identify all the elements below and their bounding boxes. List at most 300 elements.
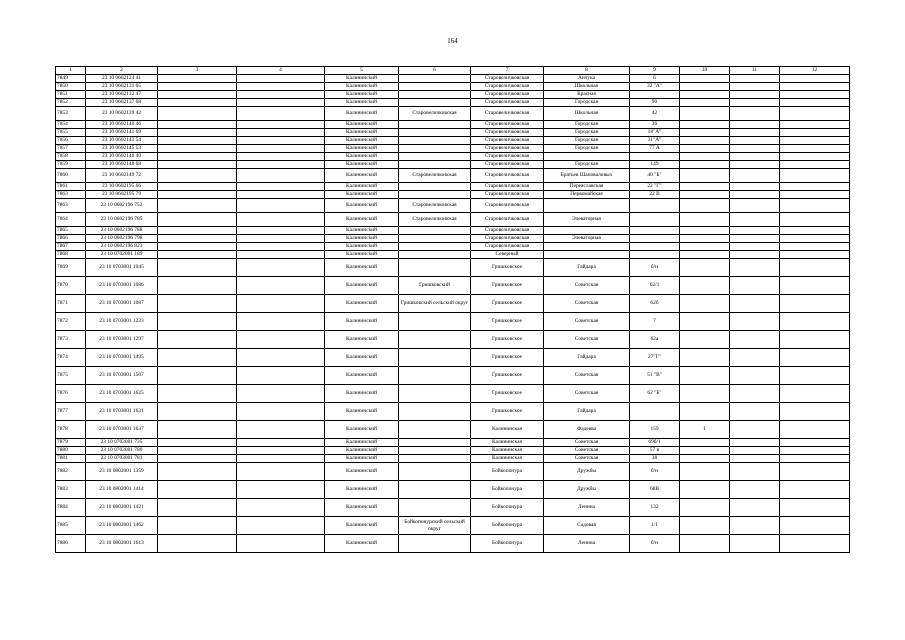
table-cell: Бойкопонурский сельский округ: [399, 517, 471, 535]
table-row: [56, 137, 850, 145]
table-row: [56, 481, 850, 499]
column-header: 10: [680, 67, 730, 75]
table-cell: Калининский: [325, 243, 399, 251]
table-cell: 23 10 0602146 40: [86, 153, 158, 161]
table-cell: [237, 421, 325, 439]
table-cell: [158, 251, 237, 259]
table-cell: [680, 235, 730, 243]
table-cell: Городская: [544, 99, 630, 107]
table-cell: 7863: [56, 191, 86, 199]
table-row: [56, 455, 850, 463]
table-cell: 7864: [56, 213, 86, 227]
table-cell: [730, 331, 780, 349]
table-cell: Гришковское: [471, 385, 544, 403]
table-cell: [780, 481, 850, 499]
table-cell: [680, 295, 730, 313]
table-cell: 7884: [56, 499, 86, 517]
table-cell: [680, 153, 730, 161]
table-cell: [730, 447, 780, 455]
table-cell: [730, 121, 780, 129]
table-cell: [680, 349, 730, 367]
table-cell: [544, 199, 630, 213]
header-row: [56, 67, 850, 75]
table-cell: 7878: [56, 421, 86, 439]
table-cell: [730, 129, 780, 137]
table-cell: [680, 251, 730, 259]
table-cell: [780, 121, 850, 129]
table-cell: [237, 91, 325, 99]
table-cell: [780, 463, 850, 481]
table-cell: 7867: [56, 243, 86, 251]
table-cell: [399, 243, 471, 251]
column-header: 1: [56, 67, 86, 75]
table-cell: Калининский: [325, 235, 399, 243]
table-cell: Первомайская: [544, 191, 630, 199]
table-cell: Красная: [544, 91, 630, 99]
table-row: [56, 277, 850, 295]
table-cell: 22 "Г": [630, 183, 680, 191]
table-cell: [730, 295, 780, 313]
table-cell: Старовеличковская: [399, 213, 471, 227]
table-cell: 23 10 0602124 41: [86, 75, 158, 83]
table-cell: 23 10 0703001 1507: [86, 367, 158, 385]
column-header: 3: [158, 67, 237, 75]
table-cell: 7863: [56, 199, 86, 213]
table-cell: 7857: [56, 145, 86, 153]
table-cell: 23 10 0802001 1421: [86, 499, 158, 517]
table-cell: [780, 385, 850, 403]
table-cell: 23 10 0703001 1223: [86, 313, 158, 331]
table-cell: Калининский: [325, 183, 399, 191]
table-cell: Калининский: [325, 439, 399, 447]
table-cell: [399, 455, 471, 463]
table-cell: 27"Г": [630, 349, 680, 367]
table-cell: Бойкопонура: [471, 481, 544, 499]
column-header: 11: [730, 67, 780, 75]
table-cell: [780, 137, 850, 145]
table-cell: [680, 313, 730, 331]
table-cell: 90: [630, 99, 680, 107]
table-cell: 7873: [56, 331, 86, 349]
table-cell: [780, 499, 850, 517]
table-cell: 69б/1: [630, 439, 680, 447]
table-cell: [680, 213, 730, 227]
table-cell: Советская: [544, 447, 630, 455]
table-cell: Анчука: [544, 75, 630, 83]
table-cell: 23 10 0602196 823: [86, 243, 158, 251]
table-cell: [399, 367, 471, 385]
table-cell: 7855: [56, 129, 86, 137]
table-cell: 7875: [56, 367, 86, 385]
table-cell: [730, 421, 780, 439]
table-cell: Элеваторная: [544, 235, 630, 243]
table-cell: [730, 243, 780, 251]
table-cell: [780, 243, 850, 251]
table-cell: 23 10 0602196 798: [86, 235, 158, 243]
table-cell: [158, 213, 237, 227]
table-cell: Советская: [544, 455, 630, 463]
table-cell: 7861: [56, 183, 86, 191]
table-cell: 23 10 0802001 1414: [86, 481, 158, 499]
table-cell: [237, 153, 325, 161]
table-cell: [399, 191, 471, 199]
table-cell: [237, 191, 325, 199]
table-cell: Старовеличковская: [471, 121, 544, 129]
table-cell: 7856: [56, 137, 86, 145]
table-cell: [630, 91, 680, 99]
table-cell: [237, 83, 325, 91]
table-cell: [158, 161, 237, 169]
table-cell: [680, 403, 730, 421]
table-cell: [237, 463, 325, 481]
table-cell: 7870: [56, 277, 86, 295]
table-cell: [680, 535, 730, 553]
table-cell: [158, 463, 237, 481]
table-cell: [730, 153, 780, 161]
table-cell: Школьная: [544, 83, 630, 91]
table-cell: [780, 107, 850, 121]
table-cell: Старовеличковская: [471, 199, 544, 213]
table-cell: [158, 243, 237, 251]
table-cell: Калининский: [325, 251, 399, 259]
table-cell: 132: [630, 499, 680, 517]
table-row: [56, 107, 850, 121]
table-cell: Гайдара: [544, 259, 630, 277]
table-cell: [158, 75, 237, 83]
table-cell: Калининский: [325, 517, 399, 535]
table-cell: 31"А": [630, 137, 680, 145]
table-cell: [730, 137, 780, 145]
table-cell: Старовеличковская: [471, 243, 544, 251]
table-cell: [780, 83, 850, 91]
table-cell: [158, 137, 237, 145]
table-cell: [780, 129, 850, 137]
table-row: [56, 191, 850, 199]
table-cell: [237, 367, 325, 385]
table-cell: Калининская: [471, 455, 544, 463]
table-cell: Калининский: [325, 191, 399, 199]
table-cell: Старовеличковская: [471, 227, 544, 235]
table-cell: [399, 99, 471, 107]
table-cell: [237, 227, 325, 235]
table-cell: 23 10 0702001 189: [86, 251, 158, 259]
table-cell: [158, 121, 237, 129]
table-cell: Калининский: [325, 199, 399, 213]
table-cell: [399, 83, 471, 91]
table-cell: 23 10 0703001 1297: [86, 331, 158, 349]
table-cell: [158, 385, 237, 403]
table-cell: Старовеличковская: [471, 137, 544, 145]
table-cell: [158, 99, 237, 107]
table-cell: [680, 75, 730, 83]
table-cell: [780, 367, 850, 385]
table-cell: Калининская: [471, 421, 544, 439]
table-cell: Калининский: [325, 169, 399, 183]
table-cell: Гришковское: [471, 313, 544, 331]
table-cell: 23 10 0802001 1359: [86, 463, 158, 481]
table-cell: Северный: [471, 251, 544, 259]
table-cell: [399, 421, 471, 439]
table-cell: 77 А: [630, 145, 680, 153]
table-cell: Старовеличковская: [471, 75, 544, 83]
table-cell: [780, 199, 850, 213]
table-cell: Калининский: [325, 463, 399, 481]
table-cell: Калининская: [471, 447, 544, 455]
table-cell: Гришковское: [471, 367, 544, 385]
table-cell: [237, 75, 325, 83]
table-cell: б/н: [630, 259, 680, 277]
table-cell: Старовеличковская: [471, 91, 544, 99]
table-cell: 23 10 0602131 65: [86, 83, 158, 91]
table-cell: [399, 91, 471, 99]
table-row: [56, 259, 850, 277]
table-cell: Ленина: [544, 499, 630, 517]
table-cell: [730, 235, 780, 243]
table-cell: [780, 277, 850, 295]
table-row: [56, 403, 850, 421]
table-cell: Гришковское: [471, 259, 544, 277]
table-cell: [399, 183, 471, 191]
table-cell: [680, 199, 730, 213]
column-header: 2: [86, 67, 158, 75]
table-row: [56, 199, 850, 213]
table-cell: Советская: [544, 313, 630, 331]
table-cell: [237, 251, 325, 259]
table-cell: [780, 455, 850, 463]
table-cell: Калининский: [325, 83, 399, 91]
table-cell: 159: [630, 421, 680, 439]
table-cell: [680, 83, 730, 91]
table-cell: Старовеличковская: [471, 129, 544, 137]
table-cell: 23 10 0802001 1613: [86, 535, 158, 553]
table-row: [56, 295, 850, 313]
table-cell: Садовая: [544, 517, 630, 535]
table-cell: [680, 455, 730, 463]
table-cell: [680, 183, 730, 191]
table-cell: Калининский: [325, 331, 399, 349]
table-cell: [680, 227, 730, 235]
table-cell: [158, 191, 237, 199]
table-cell: [780, 91, 850, 99]
table-cell: 1: [680, 421, 730, 439]
table-cell: Калининский: [325, 145, 399, 153]
table-cell: [730, 499, 780, 517]
table-cell: [158, 227, 237, 235]
table-cell: 68В: [630, 481, 680, 499]
table-cell: Калининский: [325, 75, 399, 83]
column-header: 4: [237, 67, 325, 75]
table-row: [56, 385, 850, 403]
table-cell: 62 "Б": [630, 385, 680, 403]
table-cell: Гришковское: [471, 349, 544, 367]
table-cell: Элеваторная: [544, 213, 630, 227]
table-cell: [158, 447, 237, 455]
table-cell: [630, 153, 680, 161]
table-cell: 62б: [630, 295, 680, 313]
table-cell: [158, 153, 237, 161]
table-cell: 7854: [56, 121, 86, 129]
table-cell: 23 10 0703001 780: [86, 447, 158, 455]
table-cell: [158, 481, 237, 499]
column-header: 6: [399, 67, 471, 75]
table-cell: [680, 517, 730, 535]
table-cell: Калининская: [471, 439, 544, 447]
table-cell: 1/1: [630, 517, 680, 535]
table-row: [56, 153, 850, 161]
table-cell: 23 10 0703001 1086: [86, 277, 158, 295]
table-cell: [780, 213, 850, 227]
table-cell: Советская: [544, 331, 630, 349]
table-cell: 7880: [56, 447, 86, 455]
page-number: 164: [447, 37, 458, 45]
table-cell: [237, 313, 325, 331]
table-cell: [730, 517, 780, 535]
table-row: [56, 463, 850, 481]
table-cell: [680, 161, 730, 169]
table-cell: 7876: [56, 385, 86, 403]
table-row: [56, 91, 850, 99]
table-cell: Гришковский: [399, 277, 471, 295]
table-cell: Старовеличковская: [471, 99, 544, 107]
table-cell: 23 10 0703001 1637: [86, 421, 158, 439]
table-cell: Гайдара: [544, 403, 630, 421]
table-cell: [399, 137, 471, 145]
table-cell: [730, 107, 780, 121]
table-cell: Калининский: [325, 129, 399, 137]
table-cell: 7882: [56, 463, 86, 481]
table-cell: б/н: [630, 463, 680, 481]
table-cell: 62/1: [630, 277, 680, 295]
table-cell: 23 10 0703001 1631: [86, 403, 158, 421]
table-cell: [399, 75, 471, 83]
table-cell: 42: [630, 107, 680, 121]
table-row: [56, 75, 850, 83]
table-cell: Старовеличковская: [471, 161, 544, 169]
table-cell: [544, 153, 630, 161]
column-header: 7: [471, 67, 544, 75]
table-cell: 23 10 0802001 1462: [86, 517, 158, 535]
table-cell: б/н: [630, 535, 680, 553]
table-cell: Дружбы: [544, 481, 630, 499]
table-cell: [680, 385, 730, 403]
table-cell: Калининский: [325, 91, 399, 99]
table-cell: [780, 191, 850, 199]
table-cell: [158, 277, 237, 295]
table-cell: 23 10 0602141 69: [86, 129, 158, 137]
table-cell: 23 10 0602140 46: [86, 121, 158, 129]
table-cell: Советская: [544, 295, 630, 313]
table-cell: [399, 129, 471, 137]
table-cell: 7860: [56, 169, 86, 183]
table-cell: [237, 385, 325, 403]
table-cell: [158, 169, 237, 183]
table-cell: 7865: [56, 227, 86, 235]
table-cell: Старовеличковская: [471, 169, 544, 183]
table-cell: [780, 313, 850, 331]
table-cell: Советская: [544, 385, 630, 403]
table-cell: [680, 447, 730, 455]
table-cell: [158, 107, 237, 121]
table-cell: 23 10 0602196 785: [86, 213, 158, 227]
table-row: [56, 251, 850, 259]
table-cell: [780, 169, 850, 183]
table-cell: Бойкопонура: [471, 499, 544, 517]
table-cell: Калининский: [325, 313, 399, 331]
table-cell: Калининский: [325, 153, 399, 161]
table-cell: Бойкопонура: [471, 517, 544, 535]
table-cell: [780, 145, 850, 153]
table-cell: [399, 331, 471, 349]
table-row: [56, 169, 850, 183]
table-cell: [399, 251, 471, 259]
table-cell: [158, 403, 237, 421]
table-cell: [399, 385, 471, 403]
table-cell: Калининский: [325, 481, 399, 499]
table-cell: 57 в: [630, 447, 680, 455]
table-cell: [780, 251, 850, 259]
table-cell: Калининский: [325, 213, 399, 227]
table-cell: Советская: [544, 367, 630, 385]
table-cell: [730, 251, 780, 259]
table-cell: 23 10 0602132 47: [86, 91, 158, 99]
table-cell: Калининский: [325, 107, 399, 121]
table-cell: [399, 499, 471, 517]
table-cell: [399, 349, 471, 367]
table-cell: [730, 83, 780, 91]
table-row: [56, 499, 850, 517]
table-cell: [730, 183, 780, 191]
column-header: 5: [325, 67, 399, 75]
table-cell: 62а: [630, 331, 680, 349]
table-cell: Фадеева: [544, 421, 630, 439]
table-cell: 7852: [56, 99, 86, 107]
table-cell: Старовеличковская: [471, 153, 544, 161]
table-cell: [730, 349, 780, 367]
table-cell: [399, 145, 471, 153]
table-cell: [237, 183, 325, 191]
table-cell: [399, 447, 471, 455]
table-cell: 23 10 0602148 68: [86, 161, 158, 169]
table-cell: [399, 259, 471, 277]
table-cell: Советская: [544, 277, 630, 295]
table-cell: [780, 517, 850, 535]
table-cell: [730, 259, 780, 277]
table-cell: [237, 129, 325, 137]
column-header: 9: [630, 67, 680, 75]
table-cell: [158, 235, 237, 243]
table-row: [56, 447, 850, 455]
table-cell: Гришковский сельский округ: [399, 295, 471, 313]
table-cell: Переяславская: [544, 183, 630, 191]
table-cell: [237, 213, 325, 227]
table-cell: [158, 331, 237, 349]
table-cell: [680, 121, 730, 129]
table-cell: [780, 349, 850, 367]
table-cell: [730, 199, 780, 213]
table-cell: [158, 439, 237, 447]
table-cell: [237, 121, 325, 129]
table-row: [56, 227, 850, 235]
table-cell: 23 10 0602145 53: [86, 145, 158, 153]
table-row: [56, 99, 850, 107]
table-cell: [399, 227, 471, 235]
table-cell: [158, 83, 237, 91]
table-cell: Калининский: [325, 121, 399, 129]
table-cell: Ленина: [544, 535, 630, 553]
table-cell: Бойкопонура: [471, 535, 544, 553]
table-cell: [780, 99, 850, 107]
table-row: [56, 145, 850, 153]
